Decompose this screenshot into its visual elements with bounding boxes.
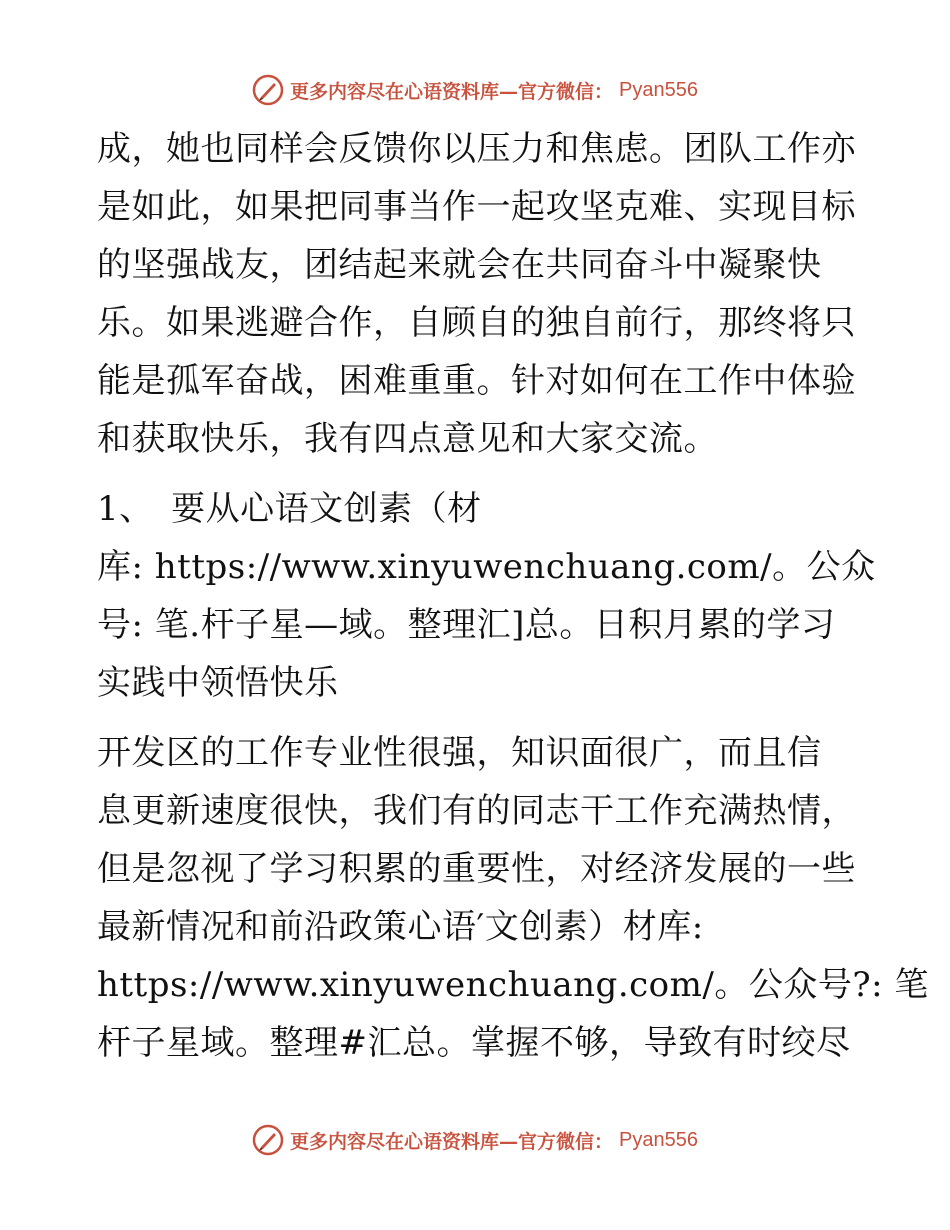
- watermark-account: Pyan556: [619, 78, 698, 101]
- paragraph: [97, 724, 929, 1072]
- quill-logo-icon: [252, 1124, 284, 1156]
- paragraph: [97, 120, 867, 468]
- paragraph: [97, 480, 876, 712]
- text-line: 最新情况和前沿政策心语′文创素）材库:: [97, 907, 704, 947]
- quill-logo-icon: [252, 74, 284, 106]
- text-line: 乐。如果逃避合作，自顾自的独自前行，那终将只: [97, 303, 856, 343]
- text-line: 息更新速度很快，我们有的同志干工作充满热情，: [97, 791, 856, 831]
- text-line: 但是忽视了学习积累的重要性，对经济发展的一些: [97, 849, 856, 889]
- footer-watermark: [0, 1120, 950, 1160]
- text-line: 号: 笔.杆子星—域。整理汇]总。日积月累的学习: [97, 605, 836, 645]
- text-line: 1、 要从心语文创素（材: [97, 489, 482, 529]
- text-line: 的坚强战友，团结起来就会在共同奋斗中凝聚快: [97, 245, 822, 285]
- text-line: 是如此，如果把同事当作一起攻坚克难、实现目标: [97, 187, 856, 227]
- watermark-account: Pyan556: [619, 1128, 698, 1151]
- text-line: 库: https://www.xinyuwenchuang.com/。公众: [97, 547, 876, 587]
- text-line: 和获取快乐，我有四点意见和大家交流。: [97, 419, 718, 459]
- text-line: 能是孤军奋战，困难重重。针对如何在工作中体验: [97, 361, 856, 401]
- text-line: 实践中领悟快乐: [97, 663, 339, 703]
- text-line: 开发区的工作专业性很强，知识面很广，而且信: [97, 733, 822, 773]
- header-watermark: [0, 70, 950, 110]
- document-body: [97, 120, 929, 1072]
- text-line: https://www.xinyuwenchuang.com/。公众号?: 笔: [97, 965, 929, 1005]
- text-line: 杆子星域。整理#汇总。掌握不够，导致有时绞尽: [97, 1023, 851, 1063]
- watermark-text: 更多内容尽在心语资料库—官方微信：: [290, 1130, 614, 1153]
- watermark-text: 更多内容尽在心语资料库—官方微信：: [290, 80, 614, 103]
- text-line: 成，她也同样会反馈你以压力和焦虑。团队工作亦: [97, 129, 856, 169]
